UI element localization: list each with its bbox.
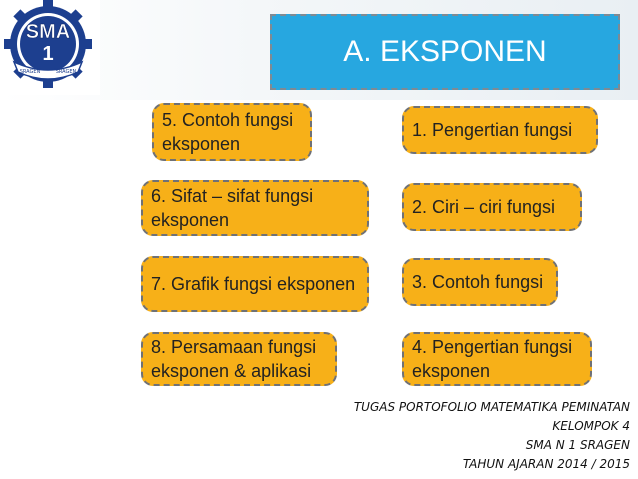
topic-card-label: 7. Grafik fungsi eksponen xyxy=(151,274,356,294)
topic-card-4[interactable] xyxy=(402,332,592,386)
topic-card-8[interactable] xyxy=(141,332,337,386)
logo-text: SMA xyxy=(25,21,71,43)
topic-card-1[interactable] xyxy=(402,106,598,154)
topic-card-3[interactable] xyxy=(402,258,558,306)
footer-line: KELOMPOK 4 xyxy=(552,419,630,433)
logo-ribbon-right: SRAGEN xyxy=(55,69,77,75)
topic-card-5[interactable] xyxy=(152,103,312,161)
footer-line: SMA N 1 SRAGEN xyxy=(525,438,630,452)
footer-line: TAHUN AJARAN 2014 / 2015 xyxy=(462,457,630,471)
topic-card-label: 5. Contoh fungsi eksponen xyxy=(162,110,294,154)
logo-ribbon-left: SRAGEN xyxy=(19,69,41,75)
topic-card-label: 3. Contoh fungsi xyxy=(412,272,544,292)
topic-card-2[interactable] xyxy=(402,183,582,231)
footer-credits xyxy=(270,398,630,474)
page-title xyxy=(270,14,620,90)
sma-logo-icon xyxy=(0,0,100,95)
school-logo xyxy=(0,0,100,95)
topic-card-label: 6. Sifat – sifat fungsi eksponen xyxy=(151,186,314,230)
topic-card-label: 2. Ciri – ciri fungsi xyxy=(412,197,556,217)
page-title-text: A. EKSPONEN xyxy=(343,35,547,68)
topic-card-7[interactable] xyxy=(141,256,369,312)
logo-number: 1 xyxy=(42,43,54,65)
footer-line: TUGAS PORTOFOLIO MATEMATIKA PEMINATAN xyxy=(353,400,630,414)
topic-card-label: 1. Pengertian fungsi xyxy=(412,120,573,140)
topic-card-label: 4. Pengertian fungsi eksponen xyxy=(412,337,573,381)
topic-card-label: 8. Persamaan fungsi eksponen & aplikasi xyxy=(151,337,317,381)
topic-card-6[interactable] xyxy=(141,180,369,236)
